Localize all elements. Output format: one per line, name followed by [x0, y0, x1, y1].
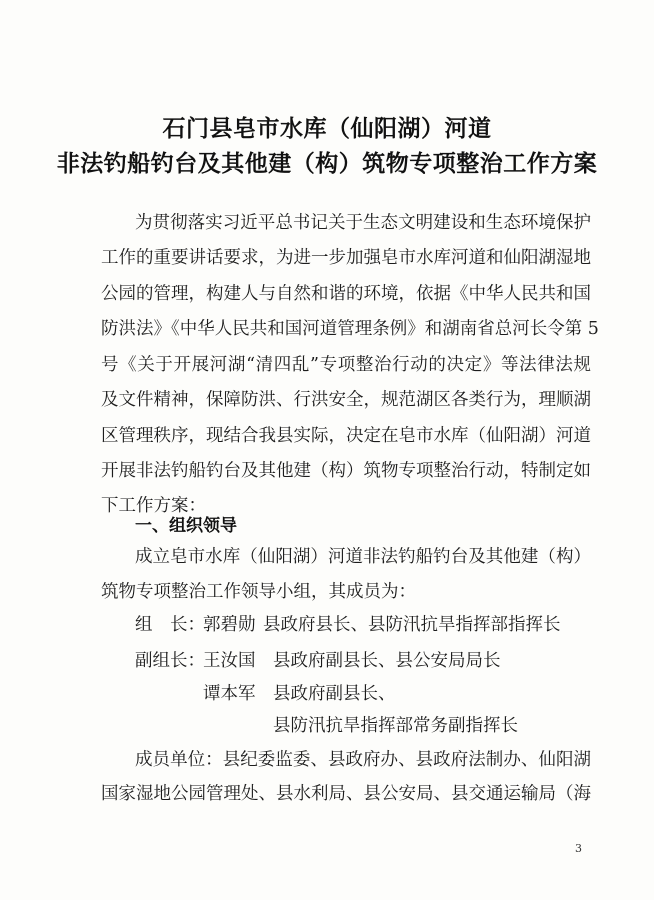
page-number: 3	[575, 842, 582, 855]
document-title-line-2: 非法钓船钓台及其他建（构）筑物专项整治工作方案	[56, 151, 598, 177]
leader-title: 县政府县长、县防汛抗旱指挥部指挥长	[263, 615, 561, 635]
leader-role-label: 组 长：	[135, 615, 205, 635]
document-title-line-1: 石门县皂市水库（仙阳湖）河道	[162, 116, 492, 142]
intro-line: 工作的重要讲话要求，为进一步加强皂市水库河道和仙阳湖湿地	[101, 248, 591, 268]
deputy-name: 谭本军	[203, 684, 256, 704]
members-line: 成员单位：县纪委监委、县政府办、县政府法制办、仙阳湖	[135, 750, 591, 770]
intro-line: 下工作方案：	[101, 496, 206, 516]
deputy-role-label: 副组长：	[135, 651, 205, 671]
intro-line: 防洪法》《中华人民共和国河道管理条例》和湖南省总河长令第 5	[101, 319, 599, 339]
intro-line: 开展非法钓船钓台及其他建（构）筑物专项整治行动，特制定如	[101, 461, 591, 481]
deputy-name: 王汝国	[203, 651, 256, 671]
deputy-title: 县政府副县长、县公安局局长	[273, 651, 501, 671]
intro-line: 为贯彻落实习近平总书记关于生态文明建设和生态环境保护	[135, 213, 591, 233]
deputy-title: 县政府副县长、	[273, 684, 396, 704]
intro-line: 公园的管理，构建人与自然和谐的环境，依据《中华人民共和国	[101, 284, 591, 304]
intro-line: 及文件精神，保障防洪、行洪安全，规范湖区各类行为，理顺湖	[101, 390, 591, 410]
intro-line: 号《关于开展河湖“清四乱”专项整治行动的决定》等法律法规	[101, 355, 591, 375]
members-line: 国家湿地公园管理处、县水利局、县公安局、县交通运输局（海	[101, 784, 591, 804]
section1-line: 成立皂市水库（仙阳湖）河道非法钓船钓台及其他建（构）	[135, 547, 591, 567]
leader-name: 郭碧勋	[203, 615, 256, 635]
section-heading: 一、组织领导	[135, 516, 237, 536]
deputy-title-continued: 县防汛抗旱指挥部常务副指挥长	[273, 716, 518, 736]
intro-line: 区管理秩序，现结合我县实际，决定在皂市水库（仙阳湖）河道	[101, 426, 591, 446]
section1-line: 筑物专项整治工作领导小组，其成员为：	[101, 582, 416, 602]
